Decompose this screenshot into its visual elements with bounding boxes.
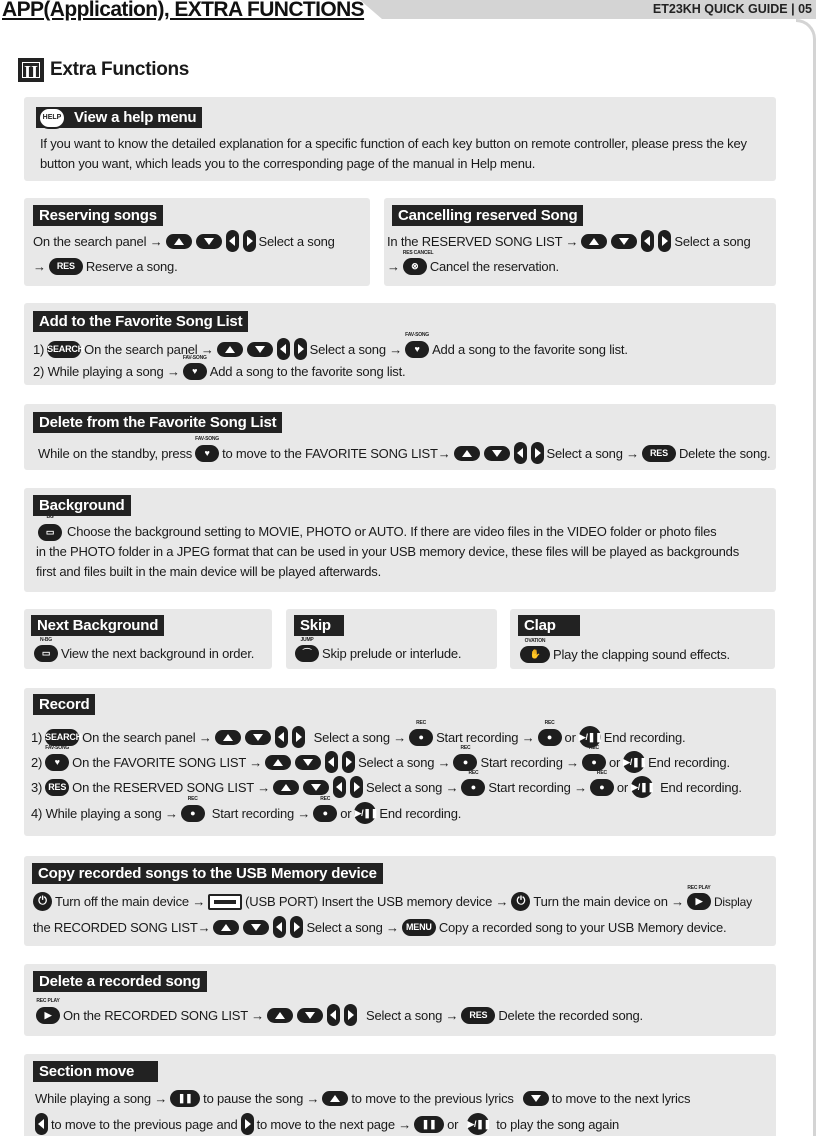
ovation-label: OVATION xyxy=(524,638,546,644)
pause-icon: ❚❚ xyxy=(170,1090,200,1107)
reserving-l1a: On the search panel → xyxy=(33,233,163,249)
r1-d: or xyxy=(564,729,576,745)
favorite-add-panel xyxy=(24,303,776,385)
heart-icon: ♥ xyxy=(45,754,69,771)
rec-label: REC xyxy=(320,796,331,803)
down-arrow-icon xyxy=(245,730,271,745)
rec-wrap xyxy=(453,745,477,770)
up-arrow-icon xyxy=(265,755,291,770)
copy-f: Select a song → xyxy=(306,919,399,935)
delete-recorded-line xyxy=(36,998,643,1026)
bg-wrap xyxy=(38,514,62,542)
fav-song-wrap xyxy=(405,332,429,357)
sm-c: to move to the previous lyrics xyxy=(351,1091,514,1106)
up-arrow-icon xyxy=(454,446,480,461)
nav-arrows xyxy=(265,751,355,773)
reserving-l2b: Reserve a song. xyxy=(85,259,178,274)
rec-label: REC xyxy=(588,745,599,752)
reserving-panel xyxy=(24,198,370,286)
nav-arrows xyxy=(217,338,307,360)
sm-f: to move to the next page → xyxy=(256,1116,412,1132)
favdel-b: to move to the FAVORITE SONG LIST→ xyxy=(222,445,451,461)
delrec-c: Delete the recorded song. xyxy=(498,1007,643,1023)
r1-a: On the search panel → xyxy=(82,729,212,745)
res-button-icon: RES xyxy=(45,779,69,796)
fav-l1d: Add a song to the favorite song list. xyxy=(432,341,628,357)
ovation-wrap xyxy=(520,638,550,663)
rec-wrap xyxy=(582,745,606,770)
up-arrow-icon xyxy=(581,234,607,249)
down-arrow-icon xyxy=(523,1091,549,1106)
sm-e: to move to the previous page and xyxy=(51,1116,238,1132)
right-arrow-icon xyxy=(290,916,303,938)
search-button-icon: SEARCH xyxy=(45,729,79,746)
left-arrow-icon xyxy=(325,751,338,773)
clap-text: Play the clapping sound effects. xyxy=(553,647,730,663)
rec-wrap xyxy=(461,770,485,795)
rec-wrap xyxy=(409,720,433,745)
nbg-label: N-BG xyxy=(40,637,52,643)
copy-line2 xyxy=(33,916,726,938)
right-arrow-icon xyxy=(344,1004,357,1026)
r3-a: On the RESERVED SONG LIST → xyxy=(72,779,271,795)
copy-c: Turn the main device on → xyxy=(533,894,684,909)
cancelling-l1b: Select a song xyxy=(674,233,751,249)
record-panel xyxy=(24,688,776,836)
bg-label: BG xyxy=(46,514,54,520)
right-arrow-icon xyxy=(531,442,544,464)
menu-button-icon: MENU xyxy=(402,919,436,936)
r4-e: End recording. xyxy=(379,805,462,821)
down-arrow-icon xyxy=(611,234,637,249)
nbg-wrap xyxy=(34,637,58,662)
record-line3 xyxy=(31,770,742,798)
favorite-add-line1 xyxy=(33,332,628,360)
rec-wrap xyxy=(538,720,562,745)
left-arrow-icon xyxy=(641,230,654,252)
play-pause-icon: ▶/❚❚ xyxy=(354,802,376,824)
copy-b: (USB PORT) Insert the USB memory device → xyxy=(245,894,509,909)
cancelling-l1a: In the RESERVED SONG LIST → xyxy=(387,233,579,249)
r2-e: End recording. xyxy=(648,754,730,770)
right-arrow-icon xyxy=(243,230,256,252)
r2-d: or xyxy=(608,754,621,770)
down-arrow-icon xyxy=(247,342,273,357)
delrec-b: Select a song → xyxy=(365,1007,459,1023)
section-numeral: II xyxy=(18,58,44,82)
next-bg-line xyxy=(34,637,255,662)
recplay-label: REC PLAY xyxy=(36,998,60,1005)
power-icon: ⏻ xyxy=(33,892,52,911)
nav-arrows xyxy=(454,442,544,464)
copy-g: Copy a recorded song to your USB Memory device. xyxy=(438,919,727,935)
r2-b: Select a song → xyxy=(358,754,451,770)
heart-icon: ♥ xyxy=(183,363,207,380)
favorite-add-line2 xyxy=(33,355,406,380)
rec-label: REC xyxy=(187,796,198,803)
r3-b: Select a song → xyxy=(366,779,459,795)
record-dot-icon: ● xyxy=(181,805,205,822)
r2-a: On the FAVORITE SONG LIST → xyxy=(72,754,263,770)
nav-arrows xyxy=(581,230,671,252)
up-arrow-icon xyxy=(213,920,239,935)
reserving-header: Reserving songs xyxy=(33,205,163,226)
skip-line xyxy=(295,637,462,662)
usb-port-icon xyxy=(208,894,242,910)
background-header: Background xyxy=(33,495,131,516)
r3-e: End recording. xyxy=(660,779,742,795)
skip-panel xyxy=(286,609,497,669)
pause-icon: ❚❚ xyxy=(414,1116,444,1133)
r4-c: Start recording → xyxy=(211,805,311,821)
usb-slot xyxy=(214,900,236,904)
left-arrow-icon xyxy=(35,1113,48,1135)
play-pause-icon: ▶/❚❚ xyxy=(467,1113,489,1135)
jump-icon: ⌒ xyxy=(295,645,319,662)
heart-icon: ♥ xyxy=(195,445,219,462)
sm-d: to move to the next lyrics xyxy=(551,1091,691,1106)
down-arrow-icon xyxy=(243,920,269,935)
section-move-line1 xyxy=(35,1090,690,1107)
sm-a: While playing a song → xyxy=(35,1091,168,1106)
skip-text: Skip prelude or interlude. xyxy=(322,646,462,662)
favdel-c: Select a song → xyxy=(546,445,639,461)
right-arrow-icon xyxy=(292,726,305,748)
fav-l1a: 1) xyxy=(33,341,45,357)
down-arrow-icon xyxy=(303,780,329,795)
fav-l1b: On the search panel → xyxy=(84,341,214,357)
sm-g: or xyxy=(447,1116,459,1132)
left-arrow-icon xyxy=(333,776,346,798)
up-arrow-icon xyxy=(322,1091,348,1106)
right-arrow-icon xyxy=(350,776,363,798)
r3-d: or xyxy=(616,779,629,795)
section-move-header: Section move xyxy=(33,1061,158,1082)
section-title-text: Extra Functions xyxy=(50,59,190,80)
down-arrow-icon xyxy=(297,1008,323,1023)
favorite-add-header: Add to the Favorite Song List xyxy=(33,311,248,332)
fav-l2a: 2) While playing a song → xyxy=(33,364,180,380)
r4-a: 4) While playing a song → xyxy=(31,805,178,821)
record-dot-icon: ● xyxy=(453,754,477,771)
cancelling-panel xyxy=(384,198,776,286)
page-title: APP(Application), EXTRA FUNCTIONS xyxy=(2,0,365,21)
right-arrow-icon xyxy=(294,338,307,360)
up-arrow-icon xyxy=(267,1008,293,1023)
background-panel xyxy=(24,488,776,592)
up-arrow-icon xyxy=(166,234,192,249)
next-bg-text: View the next background in order. xyxy=(61,646,255,662)
copy-header: Copy recorded songs to the USB Memory device xyxy=(32,863,383,884)
clap-header: Clap xyxy=(518,615,580,636)
next-bg-panel xyxy=(24,609,272,669)
down-arrow-icon xyxy=(484,446,510,461)
nav-arrows xyxy=(213,916,303,938)
nav-arrows xyxy=(273,776,363,798)
section-move-line2 xyxy=(35,1113,619,1135)
fav-song-wrap xyxy=(182,355,207,380)
help-panel xyxy=(24,97,776,181)
record-line4 xyxy=(31,796,462,824)
bg-button-icon: ▭ xyxy=(38,524,62,541)
delete-recorded-header: Delete a recorded song xyxy=(33,971,207,992)
play-icon: ▶ xyxy=(687,893,711,910)
bg-t2: in the PHOTO folder in a JPEG format that can be used in your USB memory device, these files will be played as backgrounds xyxy=(36,544,739,559)
up-arrow-icon xyxy=(215,730,241,745)
favdel-d: Delete the song. xyxy=(678,445,771,461)
help-text: If you want to know the detailed explanation for a specific function of each key button on remote controller, please press the key button you want, which leads you to the corresponding page of the manual in Help menu. xyxy=(40,136,747,171)
left-arrow-icon xyxy=(327,1004,340,1026)
fav-song-label: FAV-SONG xyxy=(195,436,219,443)
fav-l1c: Select a song → xyxy=(309,341,403,357)
copy-a: Turn off the main device → xyxy=(55,894,206,909)
left-arrow-icon xyxy=(275,726,288,748)
favorite-delete-panel xyxy=(24,404,776,470)
r3-n: 3) xyxy=(31,779,43,795)
fav-song-label: FAV-SONG xyxy=(182,355,207,361)
left-arrow-icon xyxy=(226,230,239,252)
sm-b: to pause the song → xyxy=(203,1091,320,1106)
guide-label: ET23KH QUICK GUIDE | 05 xyxy=(652,2,812,16)
record-dot-icon: ● xyxy=(582,754,606,771)
r4-d: or xyxy=(340,805,352,821)
record-dot-icon: ● xyxy=(409,729,433,746)
power-icon: ⏻ xyxy=(511,892,530,911)
cancel-x-icon: ⊗ xyxy=(403,258,427,275)
play-pause-icon: ▶/❚❚ xyxy=(579,726,601,748)
r2-c: Start recording → xyxy=(480,754,579,770)
record-line2 xyxy=(31,745,730,773)
rec-wrap xyxy=(181,796,205,821)
cancelling-l2a: → xyxy=(387,259,400,275)
reserving-line1 xyxy=(33,230,335,252)
section-title xyxy=(18,58,189,82)
favorite-delete-line xyxy=(38,436,771,464)
record-dot-icon: ● xyxy=(538,729,562,746)
rec-wrap xyxy=(313,796,337,821)
copy-line1 xyxy=(33,884,752,911)
cancelling-line2 xyxy=(387,250,559,275)
next-bg-header: Next Background xyxy=(31,615,164,636)
rec-wrap xyxy=(590,770,614,795)
up-arrow-icon xyxy=(273,780,299,795)
r2-n: 2) xyxy=(31,754,43,770)
play-icon: ▶ xyxy=(36,1007,60,1024)
bg-t1: Choose the background setting to MOVIE, PHOTO or AUTO. If there are video files in the VIDEO folder or photo files xyxy=(67,524,717,539)
nav-arrows xyxy=(215,726,305,748)
nav-arrows xyxy=(166,230,256,252)
rec-label: REC xyxy=(544,720,555,727)
delete-recorded-panel xyxy=(24,964,776,1036)
background-text xyxy=(36,514,772,582)
right-arrow-icon xyxy=(658,230,671,252)
clap-line xyxy=(520,638,730,663)
recplay-wrap xyxy=(687,884,711,910)
r1-e: End recording. xyxy=(603,729,686,745)
record-dot-icon: ● xyxy=(313,805,337,822)
reserving-l1b: Select a song xyxy=(258,233,335,249)
r1-c: Start recording → xyxy=(436,729,535,745)
res-cancel-label: RES CANCEL xyxy=(402,250,434,256)
record-dot-icon: ● xyxy=(590,779,614,796)
fav-song-wrap xyxy=(45,745,70,770)
reserving-l2a: → xyxy=(33,259,46,274)
next-bg-icon: ▭ xyxy=(34,645,58,662)
skip-header: Skip xyxy=(294,615,344,636)
fav-song-wrap xyxy=(195,436,219,461)
reserving-line2 xyxy=(33,258,177,275)
fav-song-label: FAV-SONG xyxy=(405,332,429,339)
fav-song-label: FAV-SONG xyxy=(45,745,70,752)
heart-icon: ♥ xyxy=(405,341,429,358)
r1-b: Select a song → xyxy=(313,729,407,745)
play-pause-icon: ▶/❚❚ xyxy=(623,751,645,773)
res-button-icon: RES xyxy=(49,258,83,275)
help-header-text: View a help menu xyxy=(74,109,197,126)
left-arrow-icon xyxy=(273,916,286,938)
hand-icon: ✋ xyxy=(520,646,550,663)
left-arrow-icon xyxy=(277,338,290,360)
section-move-panel xyxy=(24,1054,776,1136)
rec-label: REC xyxy=(596,770,607,777)
recplay-label: REC PLAY xyxy=(687,884,711,891)
bg-t3: first and files built in the main device will be played afterwards. xyxy=(36,564,381,579)
right-arrow-icon xyxy=(342,751,355,773)
cancelling-header: Cancelling reserved Song xyxy=(392,205,583,226)
search-button-icon: SEARCH xyxy=(47,341,81,358)
fav-l2b: Add a song to the favorite song list. xyxy=(209,364,406,380)
up-arrow-icon xyxy=(217,342,243,357)
jump-wrap xyxy=(295,637,319,662)
res-button-icon: RES xyxy=(642,445,676,462)
copy-e: the RECORDED SONG LIST→ xyxy=(33,919,211,935)
record-dot-icon: ● xyxy=(461,779,485,796)
jump-label: JUMP xyxy=(300,637,314,643)
favdel-a: While on the standby, press xyxy=(38,445,193,461)
sm-h: to play the song again xyxy=(496,1116,620,1132)
res-button-icon: RES xyxy=(461,1007,495,1024)
delrec-a: On the RECORDED SONG LIST → xyxy=(63,1007,264,1023)
nav-arrows xyxy=(267,1004,357,1026)
copy-d: Display xyxy=(713,894,752,909)
record-header: Record xyxy=(33,694,95,715)
favorite-delete-header: Delete from the Favorite Song List xyxy=(33,412,282,433)
rec-label: REC xyxy=(460,745,471,752)
top-bar xyxy=(0,0,816,22)
recplay-wrap xyxy=(36,998,60,1023)
cancelling-l2b: Cancel the reservation. xyxy=(429,259,559,275)
rec-label: REC xyxy=(416,720,427,727)
res-cancel-wrap xyxy=(402,250,434,275)
copy-panel xyxy=(24,856,776,946)
rec-label: REC xyxy=(468,770,479,777)
right-arrow-icon xyxy=(241,1113,254,1135)
play-pause-icon: ▶/❚❚ xyxy=(631,776,653,798)
down-arrow-icon xyxy=(295,755,321,770)
cancelling-line1 xyxy=(387,230,751,252)
r1-n: 1) xyxy=(31,729,43,745)
help-icon: HELP xyxy=(38,107,66,129)
down-arrow-icon xyxy=(196,234,222,249)
r3-c: Start recording → xyxy=(488,779,587,795)
left-arrow-icon xyxy=(514,442,527,464)
clap-panel xyxy=(510,609,775,669)
